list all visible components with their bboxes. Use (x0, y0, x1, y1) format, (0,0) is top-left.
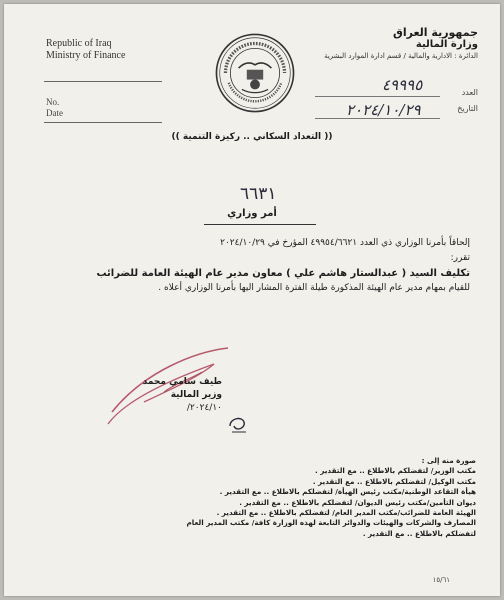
copy-recipient: لتفضلكم بالاطلاع .. مع التقدير . (362, 528, 476, 538)
signer-date: ٢٠٢٤/١٠/ (186, 403, 222, 413)
arabic-letterhead (324, 26, 478, 60)
english-letterhead (46, 38, 125, 62)
order-body (30, 236, 470, 296)
signer-name: طيف سامي محمد (142, 377, 222, 387)
en-number-label: No. (46, 97, 60, 107)
en-country-name: Republic of Iraq (46, 38, 112, 49)
copy-recipient: مكتب الوكيل/ لتفضلكم بالاطلاع .. مع التقدير . (312, 476, 476, 486)
copy-recipient: المصارف والشركات والهيئات والدوائر التابعة لهذه الوزارة كافة/ مكتب المدير العام (186, 518, 476, 528)
body-line-reference: إلحاقاً بأمرنا الوزاري ذي العدد ٤٩٩٥٤/٦٦٢١ المؤرخ في ٢٠٢٤/١٠/٢٩ (220, 238, 470, 248)
handwritten-document-date: ٢٠٢٤/١٠/٢٩ (346, 101, 421, 119)
copy-recipient: هيأة التقاعد الوطنية/مكتب رئيس الهيأة/ لتفضلكم بالاطلاع .. مع التقدير . (219, 487, 476, 497)
handwritten-document-number: ٤٩٩٩٥ (382, 76, 423, 94)
body-line-decision: تقرر: (450, 253, 470, 263)
document-page (4, 4, 500, 596)
handwritten-order-number: ٦٦٣١ (240, 184, 277, 204)
en-ministry-name: Ministry of Finance (46, 50, 126, 61)
ar-number-label: العدد (461, 88, 478, 97)
ar-number-line (315, 96, 440, 97)
reference-mark: ١٥/٦١ (432, 576, 450, 584)
body-line-duties: للقيام بمهام مدير عام الهيئة المذكورة طيلة الفترة المشار اليها بأمرنا الوزاري أعلاه . (158, 283, 470, 293)
census-slogan: (( التعداد السكاني .. ركيزة التنمية )) (171, 132, 333, 142)
ar-department-name: الدائرة : الادارية والمالية / قسم ادارة الموارد البشرية (324, 52, 478, 60)
signer-block (132, 376, 222, 415)
en-number-line (44, 81, 162, 82)
en-date-label: Date (46, 108, 63, 118)
copy-recipient: الهيئة العامة للضرائب/مكتب المدير العام/ لتفضلكم بالاطلاع .. مع التقدير . (216, 508, 476, 518)
copy-recipient: مكتب الوزير/ لتفضلكم بالاطلاع .. مع التقدير . (315, 466, 476, 476)
en-date-line (44, 122, 162, 123)
ar-country-name: جمهورية العراق (393, 26, 478, 39)
signer-title: وزير المالية (170, 390, 222, 400)
body-line-assignment: تكليف السيد ( عبدالستار هاشم علي ) معاون مدير عام الهيئة العامة للضرائب (96, 268, 470, 279)
order-title: أمر وزاري (227, 208, 277, 219)
order-title-underline (204, 224, 316, 225)
handwritten-mark (226, 412, 252, 436)
copies-distribution (186, 456, 476, 539)
ar-date-label: التاريخ (457, 104, 478, 113)
ministry-seal-emblem (214, 32, 296, 114)
copies-heading: صورة منه إلى : (421, 456, 476, 465)
copy-recipient: ديوان التأمين/مكتب رئيس الديوان/ لتفضلكم بالاطلاع .. مع التقدير . (239, 497, 476, 507)
ar-ministry-name: وزارة المالية (415, 39, 478, 50)
